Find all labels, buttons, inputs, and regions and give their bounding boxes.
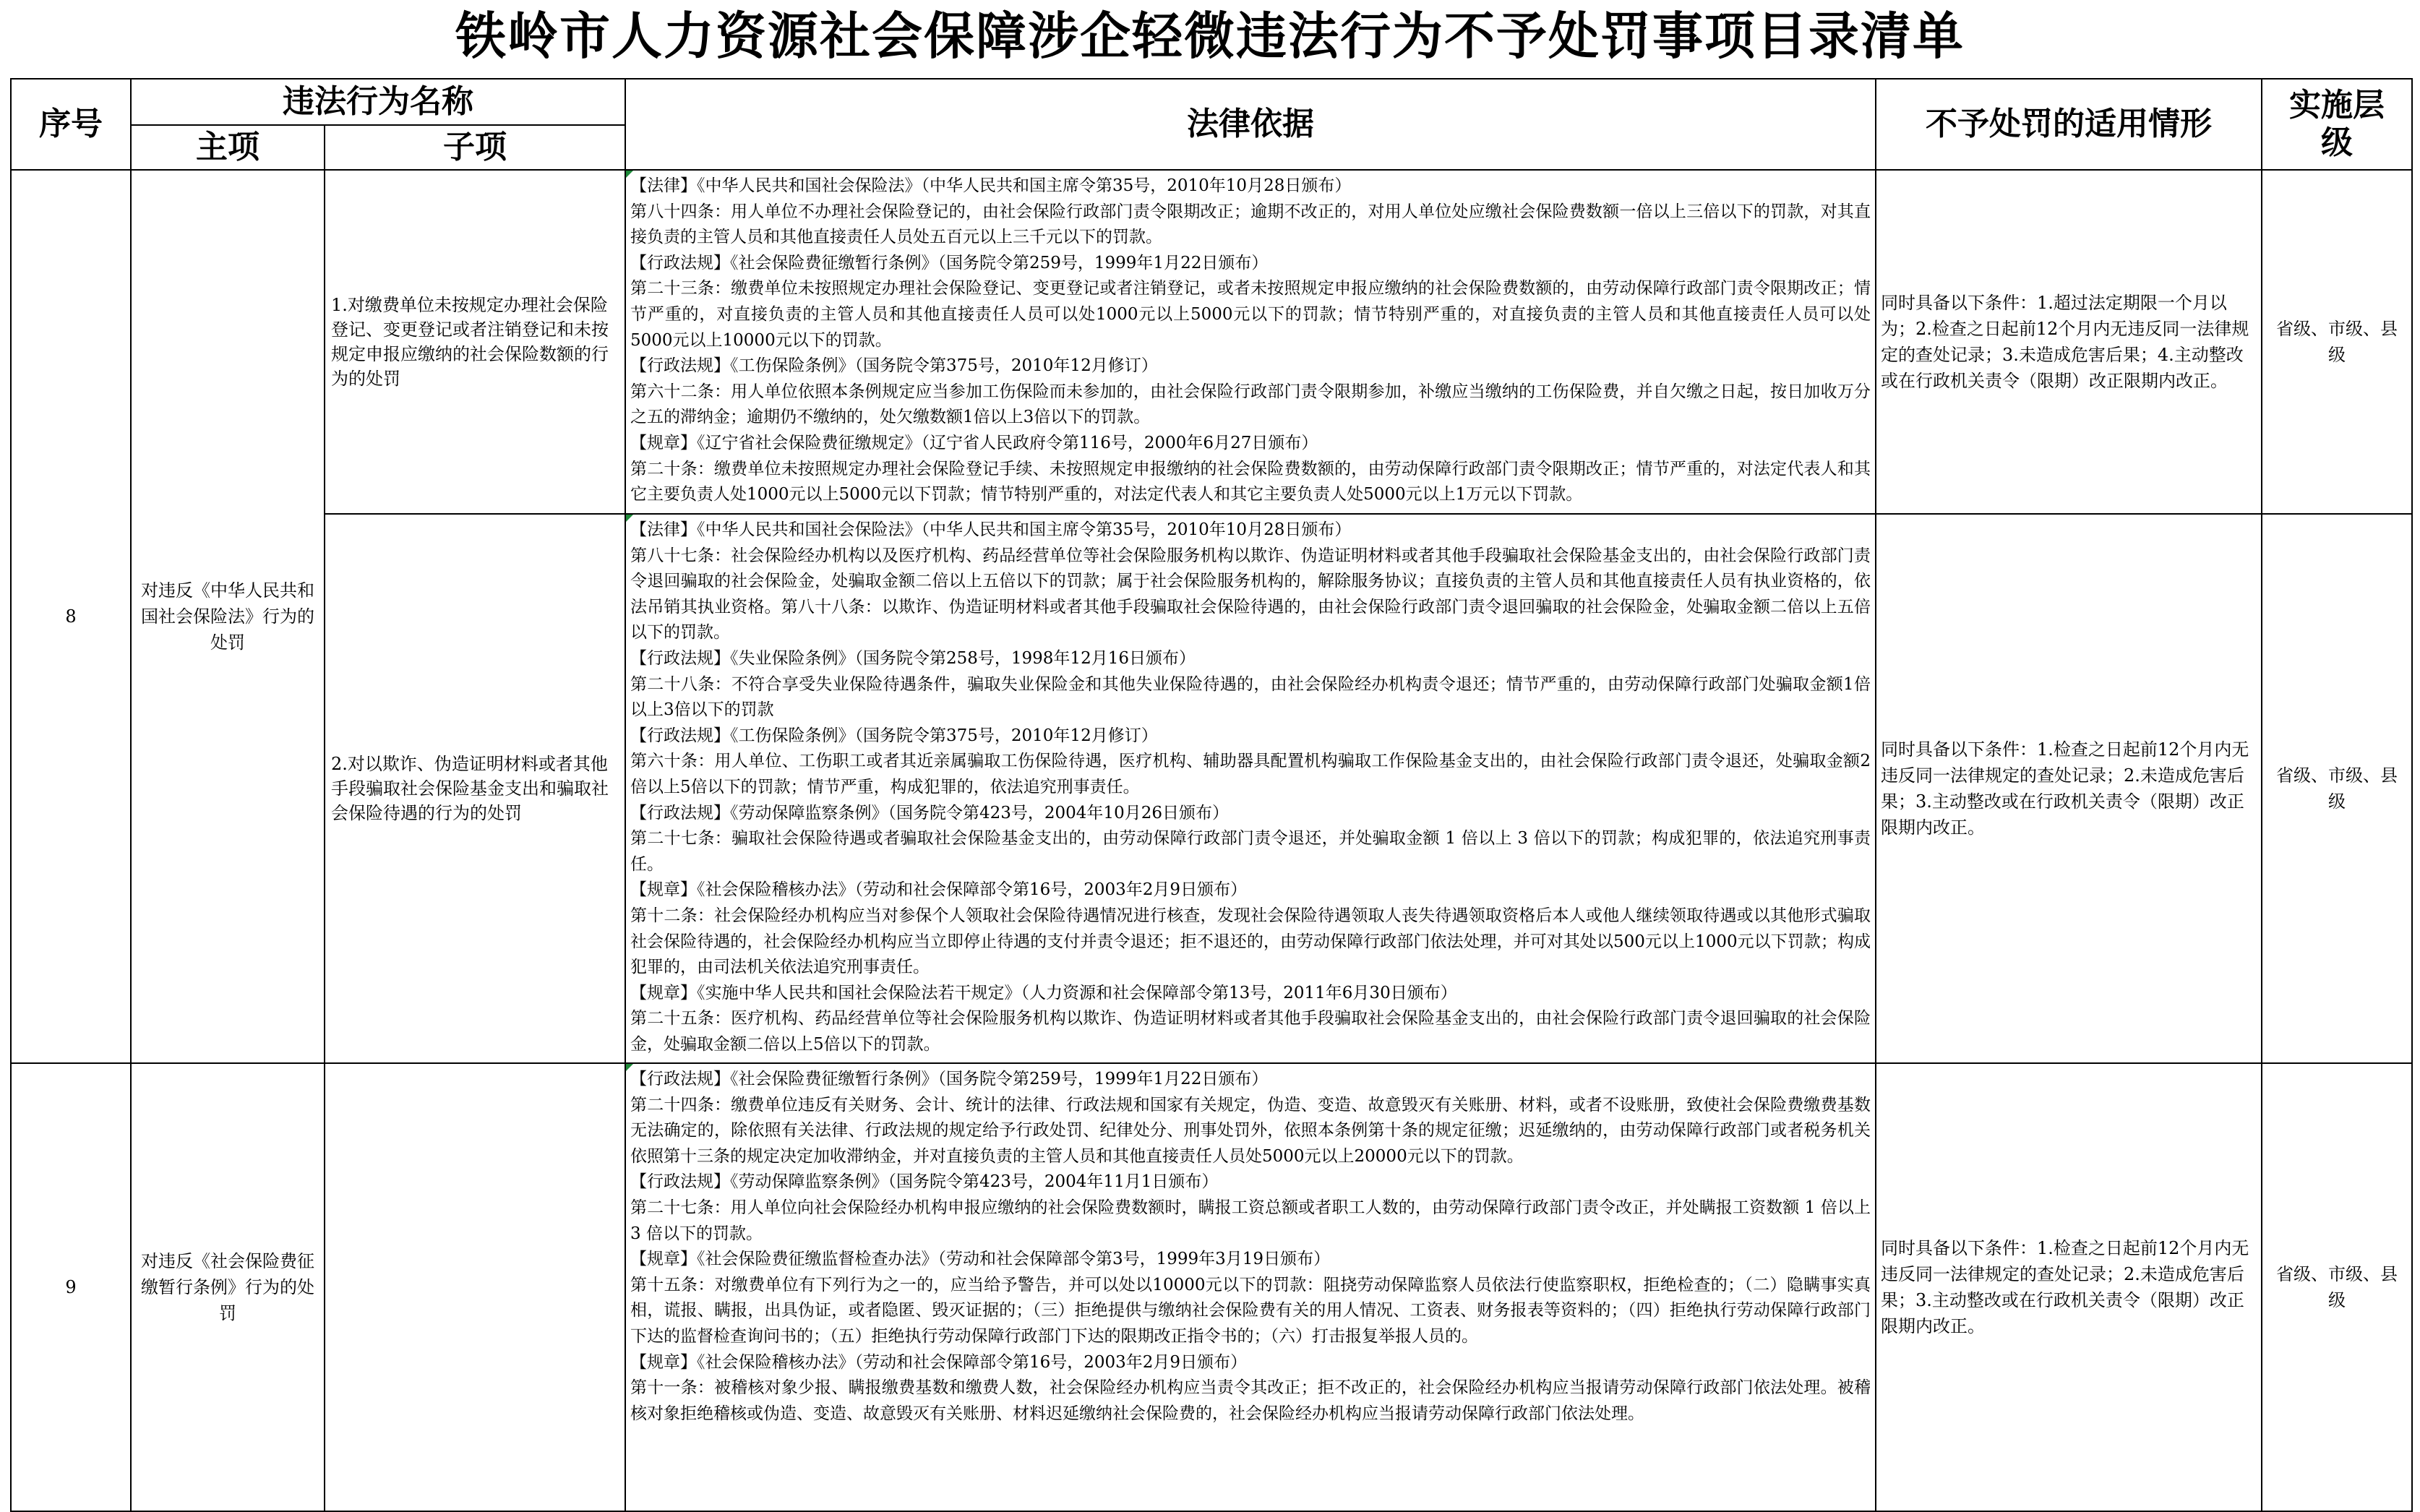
row-sub-item: 1.对缴费单位未按规定办理社会保险登记、变更登记或者注销登记和未按规定申报应缴纳的社会保险数额的行为的处罚 [325, 170, 625, 514]
law-paragraph: 【规章】《实施中华人民共和国社会保险法若干规定》（人力资源和社会保障部令第13号，2011年6月30日颁布） [630, 983, 1457, 1002]
law-paragraph: 【法律】《中华人民共和国社会保险法》（中华人民共和国主席令第35号，2010年10月28日颁布） [630, 176, 1352, 195]
law-paragraph: 第二十三条：缴费单位未按照规定办理社会保险登记、变更登记或者注销登记，或者未按照规定申报应缴纳的社会保险费数额的，由劳动保障行政部门责令限期改正；情节严重的，对直接负责的主管人员和其他直接责任人员可以处1000元以上5000元以下的罚款；情节特别严重的，对直接负责的主管人员和其他直接责任人员可以处5000元以上10000元以下的罚款。 [630, 279, 1871, 350]
law-paragraph: 【行政法规】《劳动保障监察条例》（国务院令第423号，2004年10月26日颁布） [630, 803, 1229, 822]
row-seq: 9 [11, 1063, 131, 1511]
table-row [11, 1063, 2412, 1511]
row-non-penalty: 同时具备以下条件：1.检查之日起前12个月内无违反同一法律规定的查处记录；2.未造成危害后果；3.主动整改或在行政机关责令（限期）改正限期内改正。 [1876, 514, 2262, 1063]
header-violation-name: 违法行为名称 [131, 79, 625, 125]
cell-comment-marker [626, 515, 633, 522]
law-paragraph: 第二十七条：骗取社会保险待遇或者骗取社会保险基金支出的，由劳动保障行政部门责令退还，并处骗取金额 1 倍以上 3 倍以下的罚款；构成犯罪的，依法追究刑事责任。 [630, 829, 1871, 874]
law-paragraph: 【行政法规】《社会保险费征缴暂行条例》（国务院令第259号，1999年1月22日颁布） [630, 1070, 1269, 1088]
header-main-item: 主项 [131, 125, 325, 170]
header-sub-item: 子项 [325, 125, 625, 170]
row-level: 省级、市级、县级 [2262, 170, 2412, 514]
row-legal-basis [625, 1063, 1876, 1511]
law-paragraph: 第二十四条：缴费单位违反有关财务、会计、统计的法律、行政法规和国家有关规定，伪造、变造、故意毁灭有关账册、材料，或者不设账册，致使社会保险费缴费基数无法确定的，除依照有关法律、行政法规的规定给予行政处罚、纪律处分、刑事处罚外，依照本条例第十条的规定征缴；迟延缴纳的，由劳动保障行政部门或者税务机关依照第十三条的规定决定加收滞纳金，并对直接负责的主管人员和其他直接责任人员处5000元以上20000元以下的罚款。 [630, 1095, 1871, 1166]
header-non-penalty: 不予处罚的适用情形 [1876, 79, 2262, 170]
law-paragraph: 第十二条：社会保险经办机构应当对参保个人领取社会保险待遇情况进行核查，发现社会保险待遇领取人丧失待遇领取资格后本人或他人继续领取待遇或以其他形式骗取社会保险待遇的，社会保险经办机构应当立即停止待遇的支付并责令退还；拒不退还的，由劳动保障行政部门依法处理，并可对其处以500元以上1000元以下罚款；构成犯罪的，由司法机关依法追究刑事责任。 [630, 906, 1871, 977]
row-seq: 8 [11, 170, 131, 1063]
row-non-penalty: 同时具备以下条件：1.超过法定期限一个月以为；2.检查之日起前12个月内无违反同一法律规定的查处记录；3.未造成危害后果；4.主动整改或在行政机关责令（限期）改正限期内改正。 [1876, 170, 2262, 514]
table-row [11, 514, 2412, 1063]
row-legal-basis [625, 514, 1876, 1063]
law-paragraph: 【行政法规】《失业保险条例》（国务院令第258号，1998年12月16日颁布） [630, 648, 1196, 668]
header-legal-basis: 法律依据 [625, 79, 1876, 170]
table-row [11, 170, 2412, 514]
law-paragraph: 【行政法规】《工伤保险条例》（国务院令第375号，2010年12月修订） [630, 726, 1158, 745]
cell-comment-marker [626, 171, 633, 178]
law-paragraph: 第十五条：对缴费单位有下列行为之一的，应当给予警告，并可以处以10000元以下的罚款：阻挠劳动保障监察人员依法行使监察职权，拒绝检查的；（二）隐瞒事实真相，谎报、瞒报，出具伪证，或者隐匿、毁灭证据的；（三）拒绝提供与缴纳社会保险费有关的用人情况、工资表、财务报表等资料的；（四）拒绝执行劳动保障行政部门下达的监督检查询问书的；（五）拒绝执行劳动保障行政部门下达的限期改正指令书的；（六）打击报复举报人员的。 [630, 1275, 1871, 1346]
law-paragraph: 第二十条：缴费单位未按照规定办理社会保险登记手续、未按照规定申报缴纳的社会保险费数额的，由劳动保障行政部门责令限期改正；情节严重的，对法定代表人和其它主要负责人处1000元以上5000元以下罚款；情节特别严重的，对法定代表人和其它主要负责人处5000元以上1万元以下罚款。 [630, 459, 1871, 504]
law-paragraph: 第八十四条：用人单位不办理社会保险登记的，由社会保险行政部门责令限期改正；逾期不改正的，对用人单位处应缴社会保险费数额一倍以上三倍以下的罚款，对其直接负责的主管人员和其他直接责任人员处五百元以上三千元以下的罚款。 [630, 202, 1871, 247]
row-level: 省级、市级、县级 [2262, 514, 2412, 1063]
law-paragraph: 第六十条：用人单位、工伤职工或者其近亲属骗取工伤保险待遇，医疗机构、辅助器具配置机构骗取工作保险基金支出的，由社会保险行政部门责令退还，处骗取金额2倍以上5倍以下的罚款；情节严重，构成犯罪的，依法追究刑事责任。 [630, 752, 1871, 796]
row-sub-item: 2.对以欺诈、伪造证明材料或者其他手段骗取社会保险基金支出和骗取社会保险待遇的行为的处罚 [325, 514, 625, 1063]
law-paragraph: 【规章】《社会保险稽核办法》（劳动和社会保障部令第16号，2003年2月9日颁布） [630, 1352, 1248, 1372]
law-paragraph: 第二十八条：不符合享受失业保险待遇条件，骗取失业保险金和其他失业保险待遇的，由社会保险经办机构责令退还；情节严重的，由劳动保障行政部门处骗取金额1倍以上3倍以下的罚款 [630, 674, 1871, 720]
law-paragraph: 【行政法规】《劳动保障监察条例》（国务院令第423号，2004年11月1日颁布） [630, 1172, 1219, 1192]
header-seq: 序号 [11, 79, 131, 170]
law-paragraph: 第二十七条：用人单位向社会保险经办机构申报应缴纳的社会保险费数额时，瞒报工资总额或者职工人数的，由劳动保障行政部门责令改正，并处瞒报工资数额 1 倍以上 3 倍以下的罚款。 [630, 1198, 1871, 1243]
row-sub-item [325, 1063, 625, 1511]
law-paragraph: 第六十二条：用人单位依照本条例规定应当参加工伤保险而未参加的，由社会保险行政部门责令限期参加，补缴应当缴纳的工伤保险费，并自欠缴之日起，按日加收万分之五的滞纳金；逾期仍不缴纳的，处欠缴数额1倍以上3倍以下的罚款。 [630, 382, 1871, 427]
law-paragraph: 【行政法规】《工伤保险条例》（国务院令第375号，2010年12月修订） [630, 356, 1158, 376]
row-level: 省级、市级、县级 [2262, 1063, 2412, 1511]
row-legal-basis [625, 170, 1876, 514]
law-paragraph: 【法律】《中华人民共和国社会保险法》（中华人民共和国主席令第35号，2010年10月28日颁布） [630, 520, 1352, 539]
law-paragraph: 第十一条：被稽核对象少报、瞒报缴费基数和缴费人数，社会保险经办机构应当责令其改正；拒不改正的，社会保险经办机构应当报请劳动保障行政部门依法处理。被稽核对象拒绝稽核或伪造、变造、故意毁灭有关账册、材料迟延缴纳社会保险费的，社会保险经办机构应当报请劳动保障行政部门依法处理。 [630, 1378, 1871, 1423]
law-paragraph: 第二十五条：医疗机构、药品经营单位等社会保险服务机构以欺诈、伪造证明材料或者其他手段骗取社会保险基金支出的，由社会保险行政部门责令退回骗取的社会保险金，处骗取金额二倍以上5倍以下的罚款。 [630, 1009, 1871, 1054]
law-paragraph: 【行政法规】《社会保险费征缴暂行条例》（国务院令第259号，1999年1月22日颁布） [630, 253, 1269, 272]
catalog-table [10, 78, 2413, 1512]
law-paragraph: 【规章】《社会保险稽核办法》（劳动和社会保障部令第16号，2003年2月9日颁布） [630, 880, 1248, 900]
law-paragraph: 【规章】《社会保险费征缴监督检查办法》（劳动和社会保障部令第3号，1999年3月19日颁布） [630, 1250, 1331, 1269]
header-level: 实施层级 [2262, 79, 2412, 170]
law-paragraph: 【规章】《辽宁省社会保险费征缴规定》（辽宁省人民政府令第116号，2000年6月27日颁布） [630, 433, 1318, 452]
row-main-item: 对违反《社会保险费征缴暂行条例》行为的处罚 [131, 1063, 325, 1511]
row-non-penalty: 同时具备以下条件：1.检查之日起前12个月内无违反同一法律规定的查处记录；2.未造成危害后果；3.主动整改或在行政机关责令（限期）改正限期内改正。 [1876, 1063, 2262, 1511]
law-paragraph: 第八十七条：社会保险经办机构以及医疗机构、药品经营单位等社会保险服务机构以欺诈、伪造证明材料或者其他手段骗取社会保险基金支出的，由社会保险行政部门责令退回骗取的社会保险金，处骗取金额二倍以上五倍以下的罚款；属于社会保险服务机构的，解除服务协议；直接负责的主管人员和其他直接责任人员有执业资格的，依法吊销其执业资格。第八十八条：以欺诈、伪造证明材料或者其他手段骗取社会保险待遇的，由社会保险行政部门责令退回骗取的社会保险金，处骗取金额二倍以上五倍以下的罚款。 [630, 546, 1871, 643]
cell-comment-marker [626, 1064, 633, 1071]
row-main-item: 对违反《中华人民共和国社会保险法》行为的处罚 [131, 170, 325, 1063]
page-title: 铁岭市人力资源社会保障涉企轻微违法行为不予处罚事项目录清单 [455, 6, 1965, 66]
